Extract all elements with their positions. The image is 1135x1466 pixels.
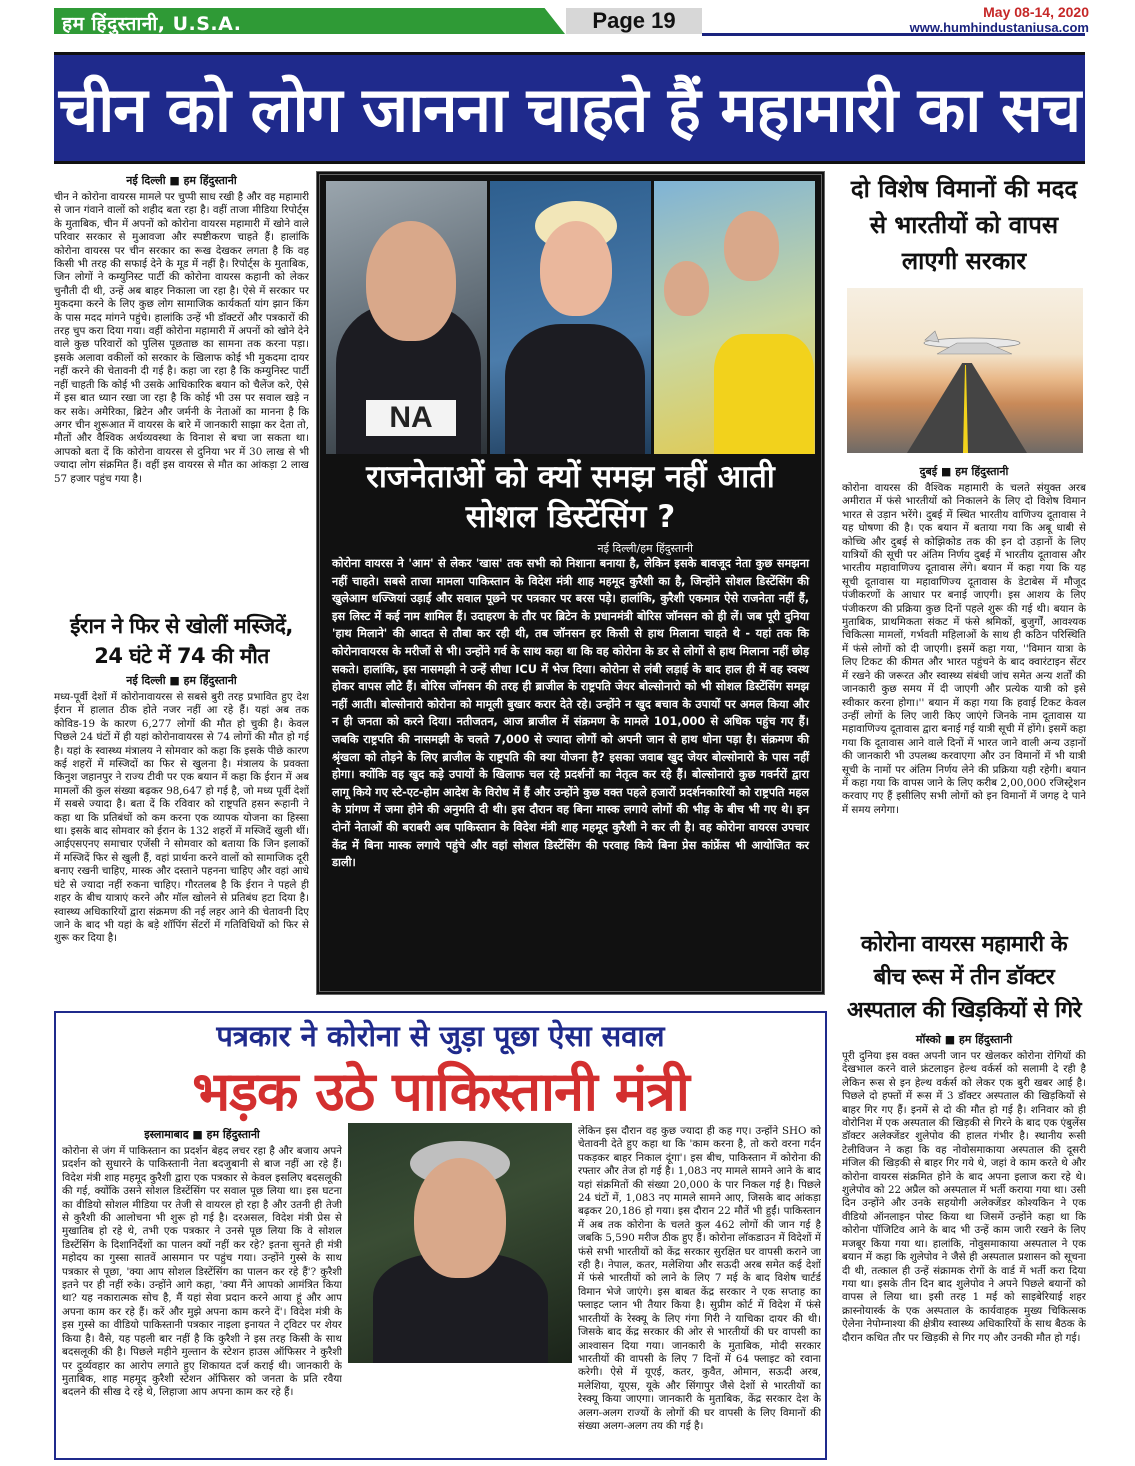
iran-article-body: मध्य-पूर्वी देशों में कोरोनावायरस से सबसे बुरी तरह प्रभावित हुए देश ईरान में हालात ठीक होते नजर नहीं आ रहे हैं। यहां अब तक कोविड-19 के कारण 6,277 लोगों की मौत हो चुकी है। केवल पिछले 24 घंटों में ही यहां कोरोनावायरस से 74 लोगों की मौत हो गई है। यहां के स्वास्थ्य मंत्रालय ने सोमवार को कहा कि इसके पीछे कारण कई शहरों में मस्जिदों का फिर से खुलना है। मंत्रालय के प्रवक्ता किनुश जहानपुर ने राज्य टीवी पर एक बयान में कहा कि ईरान में अब मामलों की कुल संख्या बढ़कर 98,647 हो गई है, जो मध्य पूर्वी देशों में सबसे ज्यादा है। बता दें कि रविवार को राष्ट्रपति हसन रूहानी ने कहा था कि प्रतिबंधों को कम करना एक व्यापक योजना का हिस्सा था। इसके बाद सोमवार को ईरान के 132 शहरों में मस्जिदें खुली थीं। आईएसएनए समाचार एजेंसी ने सोमवार को बताया कि जिन इलाकों में मस्जिदें फिर से खुली हैं, वहां प्रार्थना करने वालों को सामाजिक दूरी बनाए रखनी चाहिए, मास्क और दस्ताने पहनना चाहिए और वहां आधे घंटे से ज्यादा नहीं रुकना चाहिए। गौरतलब है कि ईरान ने पहले ही शहर के बीच यात्राएं करने और मॉल खोलने से प्रतिबंध हटा दिया है। स्वास्थ्य अधिकारियों द्वारा संक्रमण की नई लहर आने की चेतावनी दिए जाने के बाद भी यहां के बड़े शॉपिंग सेंटरों में गतिविधियों को फिर से शुरू कर दिया है। — [54, 691, 309, 945]
website-link[interactable]: www.humhindustaniusa.com — [909, 20, 1089, 35]
suit-shape — [505, 324, 645, 454]
bottom-article-box — [54, 1011, 827, 1460]
johnson-photo — [490, 181, 651, 454]
bottom-main-headline: भड़क उठे पाकिस्तानी मंत्री — [192, 1060, 689, 1123]
face-shape — [540, 221, 612, 316]
russia-article-body: पूरी दुनिया इस वक्त अपनी जान पर खेलकर कोरोना रोगियों की देखभाल करने वाले फ्रंटलाइन हेल्थ वर्कर्स को सलामी दे रही है लेकिन रूस से इन हेल्थ वर्कर्स को लेकर एक बुरी खबर आई है। पिछले दो हफ्तों में रूस में 3 डॉक्टर अस्पताल की खिड़कियों से बाहर गिर गए हैं। इनमें से दो की मौत हो गई है। शनिवार को ही वोरोनिश में एक अस्पताल की खिड़की से गिरने के बाद एक एंबुलेंस डॉक्टर अलेक्जेंडर शुलेपोव की हालत गंभीर है। स्थानीय रूसी टेलीविजन ने कहा कि वह नोवोसमाकाया अस्पताल की दूसरी मंजिल की खिड़की से बाहर गिर गये थे, जहां वे काम करते थे और कोरोना वायरस संक्रमित होने के बाद अपना इलाज करा रहे थे। शुलेपोव को 22 अप्रैल को अस्पताल में भर्ती कराया गया था। उसी दिन उन्होंने और उनके सहयोगी अलेक्जेंडर कोश्यकिन ने एक वीडियो ऑनलाइन पोस्ट किया था जिसमें उन्होंने कहा था कि कोरोना पॉजिटिव आने के बाद भी उन्हें काम जारी रखने के लिए मजबूर किया गया था। हालांकि, नोवुसमाकाया अस्पताल ने एक बयान में कहा कि शुलेपोव ने जैसे ही अस्पताल प्रशासन को सूचना दी थी, तत्काल ही उन्हें संक्रामक रोगों के वार्ड में भर्ती करा दिया गया था। इसके तीन दिन बाद शुलेपोव ने अपने पिछले बयानों को वापस ले लिया था। इसी तरह 1 मई को साइबेरियाई शहर क्रास्नोयार्स्क के एक अस्पताल के कार्यवाहक मुख्य चिकित्सक ऐलेना नेपोम्नाश्या की क्षेत्रीय स्वास्थ्य अधिकारियों के साथ बैठक के दौरान कथित तौर पर खिड़की से गिर गए और उनकी मौत हो गई। — [842, 1050, 1086, 1344]
russia-dateline: मॉस्को ■ हम हिंदुस्तानी — [915, 1033, 1013, 1046]
center-headline: राजनेताओं को क्यों समझ नहीं आती सोशल डिस्टेंसिंग ? — [366, 459, 775, 535]
banner-headline: चीन को लोग जानना चाहते हैं महामारी का सच — [58, 73, 1081, 146]
bottom-article-body-left: कोरोना से जंग में पाकिस्तान का प्रदर्शन बेहद लचर रहा है और बजाय अपने प्रदर्शन को सुधारने के पाकिस्तानी नेता बदजुबानी से बाज नहीं आ रहे हैं। विदेश मंत्री शाह महमूद कुरैशी द्वारा एक पत्रकार से केवल इसलिए बदसलूकी की गई, क्योंकि उसने सोशल डिस्टेंसिंग पर सवाल पूछ लिया था। इस घटना का वीडियो सोशल मीडिया पर तेजी से वायरल हो रहा है और उतनी ही तेजी से कुरैशी की आलोचना भी शुरू हो गई है। दरअसल, विदेश मंत्री प्रेस से मुखातिब हो रहे थे, तभी एक पत्रकार ने उनसे पूछ लिया कि वे सोशल डिस्टेंसिंग के दिशानिर्देशों का पालन क्यों नहीं कर रहे? इतना सुनते ही मंत्री महोदय का गुस्सा सातवें आसमान पर पहुंच गया। उन्होंने गुस्से के साथ पत्रकार से पूछा, 'क्या आप सोशल डिस्टेंसिंग का पालन कर रहे हैं'? कुरैशी इतने पर ही नहीं रुके। उन्होंने आगे कहा, 'क्या मैंने आपको आमंत्रित किया था? यह नकारात्मक सोच है, मैं यहां सेवा प्रदान करने आया हूं और आप अपना काम कर रहे हैं। करें और मुझे अपना काम करने दें'। विदेश मंत्री के इस गुस्से का वीडियो पाकिस्तानी पत्रकार नाइला इनायत ने ट्विटर पर शेयर किया है। वैसे, यह पहली बार नहीं है कि कुरैशी ने इस तरह किसी के साथ बदसलूकी की है। पिछले महीने मुल्तान के स्टेशन हाउस ऑफिसर ने कुरैशी पर दुर्व्यवहार का आरोप लगाते हुए शिकायत दर्ज कराई थी। जानकारी के मुताबिक, शाह महमूद कुरैशी स्टेशन ऑफिसर को जनता के प्रति रवैया बदलने की सीख दे रहे थे, लिहाजा आप अपना काम कर रहे हैं। — [62, 1145, 342, 1399]
flights-article — [842, 462, 1086, 924]
face-shape — [366, 221, 456, 341]
bottom-kicker-headline: पत्रकार ने कोरोना से जुड़ा पूछा ऐसा सवाल — [216, 1019, 665, 1053]
flights-dateline: दुबई ■ हम हिंदुस्तानी — [919, 465, 1009, 478]
bottom-article-body-right: लेकिन इस दौरान वह कुछ ज्यादा ही कह गए। उन्होंने SHO को चेतावनी देते हुए कहा था कि 'काम करना है, तो करो वरना गर्दन पकड़कर बाहर निकाल दूंगा'। इस बीच, पाकिस्तान में कोरोना की रफ्तार और तेज हो गई है। 1,083 नए मामले सामने आने के बाद यहां संक्रमितों की संख्या 20,000 के पार निकल गई है। पिछले 24 घंटों में, 1,083 नए मामले सामने आए, जिसके बाद आंकड़ा बढ़कर 20,186 हो गया। इस दौरान 22 मौतें भी हुईं। पाकिस्तान में अब तक कोरोना के चलते कुल 462 लोगों की जान गई है जबकि 5,590 मरीज ठीक हुए हैं। कोरोना लॉकडाउन में विदेशों में फंसे सभी भारतीयों को केंद्र सरकार सुरक्षित घर वापसी कराने जा रही है। नेपाल, कतर, मलेशिया और सऊदी अरब समेत कई देशों में फंसे भारतीयों को लाने के लिए 7 मई के बाद विशेष चार्टर्ड विमान भेजे जाएंगे। इस बाबत केंद्र सरकार ने एक सप्ताह का फ्लाइट प्लान भी तैयार किया है। सुप्रीम कोर्ट में विदेश में फंसे भारतीयों के रेस्क्यू के लिए गंगा गिरी ने याचिका दायर की थी। जिसके बाद केंद्र सरकार की ओर से भारतीयों की घर वापसी का आश्वासन दिया गया। जानकारी के मुताबिक, मोदी सरकार भारतीयों की वापसी के लिए 7 दिनों में 64 फ्लाइट को रवाना करेगी। ऐसे में यूएई, कतर, कुवैत, ओमान, सऊदी अरब, मलेशिया, यूएस, यूके और सिंगापुर जैसे देशों से भारतीयों का रेस्क्यू किया जाएगा। जानकारी के मुताबिक, केंद्र सरकार देश के अलग-अलग राज्यों के लोगों की घर वापसी के लिए विमानों की संख्या अलग-अलग तय की गई है। — [578, 1125, 821, 1432]
left-article-body: चीन ने कोरोना वायरस मामले पर चुप्पी साध रखी है और वह महामारी से जान गंवाने वालों को शहीद बता रहा है। वहीं ताजा मीडिया रिपोर्ट्स के मुताबिक, चीन में अपनों को कोरोना वायरस महामारी में खोने वाले परिवार सरकार से मुआवजा और स्पष्टीकरण चाहते हैं। हालांकि कोरोना वायरस पर चीन सरकार का रूख देखकर लगता है कि वह किसी भी तरह की सफाई देने के मूड में नहीं है। रिपोर्ट्स के मुताबिक, जिन लोगों ने कम्युनिस्ट पार्टी की कोरोना वायरस कहानी को लेकर चुनौती दी थी, उन्हें अब बाहर निकाला जा रहा है। ऐसे में सरकार पर मुकदमा करने के लिए कुछ लोग सामाजिक कार्यकर्ता यांग झान किंग के पास मदद मांगने पहुंचे। हालांकि उन्हें भी डॉक्टरों और पत्रकारों की तरह चुप करा दिया गया। वहीं कोरोना महामारी में अपनों को खोने देने वाले कुछ परिवारों को पुलिस पूछताछ का सामना तक करना पड़ा। इसके अलावा वकीलों को सरकार के खिलाफ कोई भी मुकदमा दायर नहीं करने की चेतावनी दी गई है। कहा जा रहा है कि कम्युनिस्ट पार्टी नहीं चाहती कि कोई भी उसके आधिकारिक बयान को चैलेंज करे, ऐसे में इस बात ध्यान रखा जा रहा है कि कोई भी उस पर सवाल खड़े न कर सके। अमेरिका, ब्रिटेन और जर्मनी के नेताओं का मानना है कि अगर चीन शुरूआत में वायरस के बारे में जानकारी साझा कर देता तो, मौतों और वैश्विक अर्थव्यवस्था के विनाश से बचा जा सकता था। आपको बता दें कि कोरोना वायरस से दुनिया भर में 30 लाख से भी ज्यादा लोग संक्रमित हैं। वहीं इस वायरस से मौत का आंकड़ा 2 लाख 57 हजार पहुंच गया है। — [54, 191, 309, 485]
jersey-shape — [714, 334, 814, 454]
page-number: Page 19 — [566, 8, 702, 34]
masthead — [0, 0, 1135, 44]
bottom-left-column — [62, 1125, 342, 1455]
center-article-body: कोरोना वायरस ने 'आम' से लेकर 'खास' तक सभी को निशाना बनाया है, लेकिन इसके बावजूद नेता कुछ समझना नहीं चाहते। सबसे ताजा मामला पाकिस्तान के विदेश मंत्री शाह महमूद कुरैशी का है, जिन्होंने सोशल डिस्टेंसिंग की खुलेआम धज्जियां उड़ाईं और सवाल पूछने पर पत्रकार पर बरस पड़े। हालांकि, कुरैशी एकमात्र ऐसे राजनेता नहीं हैं, इस लिस्ट में कई नाम शामिल हैं। उदाहरण के तौर पर ब्रिटेन के प्रधानमंत्री बोरिस जॉनसन को ही लें। जब पूरी दुनिया 'हाथ मिलाने' की आदत से तौबा कर रही थी, तब जॉनसन हर किसी से हाथ मिलाना चाहते थे - यहां तक कि कोरोनावायरस के मरीजों से भी। उन्होंने गर्व के साथ कहा था कि वह कोरोना के डर से लोगों से हाथ मिलाना नहीं छोड़ सकते। हालांकि, इस नासमझी ने उन्हें सीधा ICU में भेज दिया। कोरोना से लंबी लड़ाई के बाद हाल ही में वह स्वस्थ होकर वापस लौटे हैं। बोरिस जॉनसन की तरह ही ब्राजील के राष्ट्रपति जेयर बोल्सोनारो को भी सोशल डिस्टेंसिंग समझ नहीं आती। बोल्सोनारो कोरोना को मामूली बुखार करार देते रहे। उन्होंने न खुद बचाव के उपायों पर अमल किया और न ही जनता को करने दिया। नतीजतन, आज ब्राजील में संक्रमण के मामले 101,000 से अधिक पहुंच गए हैं। जबकि राष्ट्रपति की नासमझी के चलते 7,000 से ज्यादा लोगों को अपनी जान से हाथ धोना पड़ा है। संक्रमण की श्रृंखला को तोड़ने के लिए ब्राजील के राष्ट्रपति की क्या योजना है? इसका जवाब खुद जेयर बोल्सोनारो के पास नहीं होगा। क्योंकि वह खुद कड़े उपायों के खिलाफ चल रहे प्रदर्शनों का नेतृत्व कर रहे हैं। बोल्सोनारो कुछ गवर्नरों द्वारा लागू किये गए स्टे-एट-होम आदेश के विरोध में हैं और उन्होंने कुछ वक्त पहले हजारों प्रदर्शनकारियों को राष्ट्रपति महल के प्रांगण में जमा होने की अनुमति दी थी। इस दौरान वह बिना मास्क लगाये लोगों की भीड़ के बीच भी गए थे। इन दोनों नेताओं की बराबरी अब पाकिस्तान के विदेश मंत्री शाह महमूद कुरैशी ने कर ली है। वह कोरोना वायरस उपचार केंद्र में बिना मास्क लगाये पहुंचे और वहां सोशल डिस्टेंसिंग की परवाह किये बिना प्रेस कांफ्रेंस भी आयोजित कर डाली। — [332, 557, 809, 870]
flights-article-body: कोरोना वायरस की वैश्विक महामारी के चलते संयुक्त अरब अमीरात में फंसे भारतीयों को निकालने के लिए दो विशेष विमान भारत से उड़ान भरेंगे। दुबई में स्थित भारतीय वाणिज्य दूतावास ने यह घोषणा की है। एक बयान में बताया गया कि अबू धाबी से कोच्चि और दुबई से कोझिकोड तक की इन दो उड़ानों के लिए यात्रियों की सूची पर अंतिम निर्णय दुबई में भारतीय दूतावास और भारतीय महावाणिज्य दूतावास लेंगे। बयान में कहा गया कि यह सूची दूतावास या महावाणिज्य दूतावास के डेटाबेस में मौजूद पंजीकरणों के आधार पर बनाई जाएगी। इस आशय के लिए पंजीकरण की प्रक्रिया कुछ दिनों पहले शुरू की गई थी। बयान के मुताबिक, प्राथमिकता संकट में फंसे श्रमिकों, बुजुर्गों, आवश्यक चिकित्सा मामलों, गर्भवती महिलाओं के साथ ही कठिन परिस्थिति में फंसे लोगों को दी जाएगी। इसमें कहा गया, ''विमान यात्रा के लिए टिकट की कीमत और भारत पहुंचने के बाद क्वारंटाइन सेंटर में रखने की जरूरत और स्वास्थ्य संबंधी जांच समेत अन्य शर्तों की जानकारी कुछ समय में दी जाएगी और प्रत्येक यात्री को इसे स्वीकार करना होगा।'' बयान में कहा गया कि हवाई टिकट केवल उन्हीं लोगों के लिए जारी किए जाएंगे जिनके नाम दूतावास या महावाणिज्य दूतावास द्वारा बनाई गई यात्री सूची में होंगे। इसमें कहा गया कि दूतावास आने वाले दिनों में भारत जाने वाली अन्य उड़ानों की जानकारी भी उपलब्ध करवाएगा और उन विमानों में भी यात्री सूची के नामों पर अंतिम निर्णय लेने की प्रक्रिया यही रहेगी। बयान में कहा गया कि वापस जाने के लिए करीब 2,00,000 रजिस्ट्रेशन करवाए गए हैं इसीलिए सभी लोगों को इन विमानों में जगह दे पाने में समय लगेगा। — [842, 482, 1086, 816]
russia-article — [842, 1030, 1086, 1458]
bottom-right-column — [578, 1125, 821, 1455]
center-article-box — [316, 171, 825, 995]
qureshi-portrait — [348, 1123, 572, 1363]
qureshi-photo — [326, 181, 487, 454]
left-column — [54, 171, 309, 1001]
issue-date: May 08-14, 2020 — [983, 4, 1089, 20]
paper-name: हम हिंदुस्तानी, U.S.A. — [62, 13, 242, 35]
bottom-dateline: इस्लामाबाद ■ हम हिंदुस्तानी — [144, 1128, 260, 1141]
bolsonaro-photo — [654, 181, 815, 454]
nameplate: NA — [366, 400, 456, 436]
banner-headline-box — [54, 52, 1085, 164]
face-shape — [414, 1158, 506, 1278]
face-shape — [664, 261, 709, 316]
airplane-runway-image — [847, 288, 1083, 453]
leaders-photo-strip — [326, 181, 815, 454]
center-dateline: नई दिल्ली/हम हिंदुस्तानी — [597, 542, 693, 555]
iran-dateline: नई दिल्ली ■ हम हिंदुस्तानी — [126, 674, 237, 687]
left-dateline: नई दिल्ली ■ हम हिंदुस्तानी — [126, 174, 237, 187]
flights-headline: दो विशेष विमानों की मदद से भारतीयों को वापस लाएगी सरकार — [850, 175, 1078, 275]
iran-headline: ईरान ने फिर से खोलीं मस्जिदें, 24 घंटे में 74 की मौत — [70, 614, 293, 668]
face-shape — [724, 211, 779, 281]
airplane-icon — [917, 330, 1027, 356]
russia-doctors-headline: कोरोना वायरस महामारी के बीच रूस में तीन डॉक्टर अस्पताल की खिड़कियों से गिरे — [846, 932, 1082, 1023]
